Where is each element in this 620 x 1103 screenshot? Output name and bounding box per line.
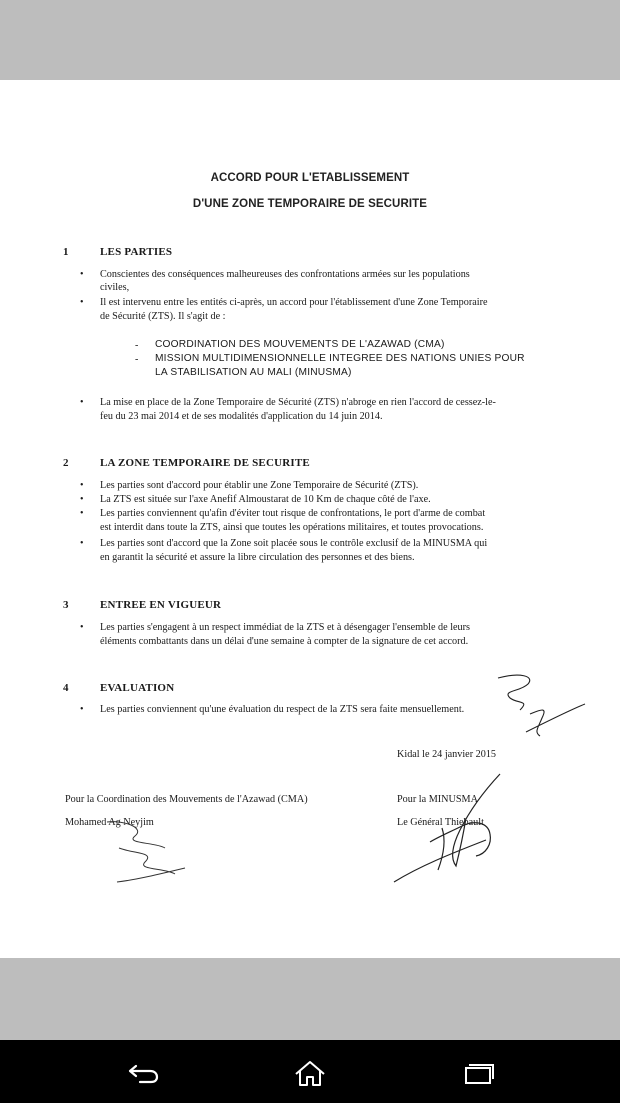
document-page bbox=[0, 80, 620, 958]
section-3-line: Les parties s'engagent à un respect immédiat de la ZTS et à désengager l'ensemble de leurs bbox=[100, 622, 470, 633]
bullet: • bbox=[80, 538, 84, 549]
right-signatory-name: Le Général Thiebault bbox=[397, 817, 484, 828]
section-1-line: Conscientes des conséquences malheureuses des confrontations armées sur les populations bbox=[100, 269, 470, 280]
navigation-bar bbox=[0, 1040, 620, 1103]
section-3-line: éléments combattants dans un délai d'une semaine à compter de la signature de cet accord. bbox=[100, 636, 469, 647]
section-1-line: civiles, bbox=[100, 282, 130, 293]
back-arrow-icon bbox=[124, 1058, 164, 1088]
party-item: MISSION MULTIDIMENSIONNELLE INTEGREE DES NATIONS UNIES POUR bbox=[155, 353, 525, 364]
section-3-number: 3 bbox=[63, 599, 69, 611]
right-signatory-org: Pour la MINUSMA bbox=[397, 794, 478, 805]
recent-apps-icon bbox=[458, 1058, 498, 1088]
home-button[interactable] bbox=[290, 1058, 330, 1088]
section-1-title: LES PARTIES bbox=[100, 246, 173, 258]
section-1-line: de Sécurité (ZTS). Il s'agit de : bbox=[100, 311, 226, 322]
section-2-line: est interdit dans toute la ZTS, ainsi que toutes les opérations militaires, et toutes provocations. bbox=[100, 522, 484, 533]
home-icon bbox=[290, 1058, 330, 1088]
party-item: LA STABILISATION AU MALI (MINUSMA) bbox=[155, 367, 352, 378]
section-2-line: La ZTS est située sur l'axe Anefif Almoustarat de 10 Km de chaque côté de l'axe. bbox=[100, 494, 431, 505]
dash: - bbox=[135, 354, 139, 365]
document-title-line2: D'UNE ZONE TEMPORAIRE DE SECURITE bbox=[192, 198, 428, 210]
section-2-line: Les parties sont d'accord pour établir une Zone Temporaire de Sécurité (ZTS). bbox=[100, 480, 419, 491]
section-4-title: EVALUATION bbox=[100, 682, 175, 694]
bullet: • bbox=[80, 269, 84, 280]
place-date: Kidal le 24 janvier 2015 bbox=[397, 749, 497, 760]
bullet: • bbox=[80, 508, 84, 519]
section-4-number: 4 bbox=[63, 682, 69, 694]
section-1-line: La mise en place de la Zone Temporaire de Sécurité (ZTS) n'abroge en rien l'accord de cessez-le- bbox=[100, 397, 496, 408]
bottom-margin bbox=[0, 958, 620, 1040]
section-2-line: Les parties sont d'accord que la Zone soit placée sous le contrôle exclusif de la MINUSMA qui bbox=[100, 538, 488, 549]
section-1-line: Il est intervenu entre les entités ci-après, un accord pour l'établissement d'une Zone Temporaire bbox=[100, 297, 488, 308]
left-signatory-org: Pour la Coordination des Mouvements de l'Azawad (CMA) bbox=[65, 794, 308, 805]
back-button[interactable] bbox=[124, 1058, 164, 1088]
bullet: • bbox=[80, 480, 84, 491]
party-item: COORDINATION DES MOUVEMENTS DE L'AZAWAD (CMA) bbox=[155, 339, 445, 350]
bullet: • bbox=[80, 622, 84, 633]
section-1-number: 1 bbox=[63, 246, 69, 258]
left-signatory-name: Mohamed Ag Neyjim bbox=[65, 817, 154, 828]
dash: - bbox=[135, 340, 139, 351]
section-1-line: feu du 23 mai 2014 et de ses modalités d'application du 14 juin 2014. bbox=[100, 411, 383, 422]
right-signature bbox=[390, 770, 510, 885]
document-title-line1: ACCORD POUR L'ETABLISSEMENT bbox=[210, 172, 410, 184]
section-2-line: en garantit la sécurité et assure la libre circulation des personnes et des biens. bbox=[100, 552, 415, 563]
section-4-line: Les parties conviennent qu'une évaluation du respect de la ZTS sera faite mensuellement. bbox=[100, 704, 465, 715]
initials-scribble bbox=[490, 670, 590, 745]
recent-apps-button[interactable] bbox=[458, 1058, 498, 1088]
section-2-line: Les parties conviennent qu'afin d'éviter tout risque de confrontations, le port d'arme de combat bbox=[100, 508, 486, 519]
bullet: • bbox=[80, 704, 84, 715]
section-2-number: 2 bbox=[63, 457, 69, 469]
bullet: • bbox=[80, 297, 84, 308]
bullet: • bbox=[80, 494, 84, 505]
section-3-title: ENTREE EN VIGUEUR bbox=[100, 599, 222, 611]
section-2-title: LA ZONE TEMPORAIRE DE SECURITE bbox=[100, 457, 310, 469]
top-margin bbox=[0, 0, 620, 80]
bullet: • bbox=[80, 397, 84, 408]
left-signature bbox=[105, 818, 195, 888]
